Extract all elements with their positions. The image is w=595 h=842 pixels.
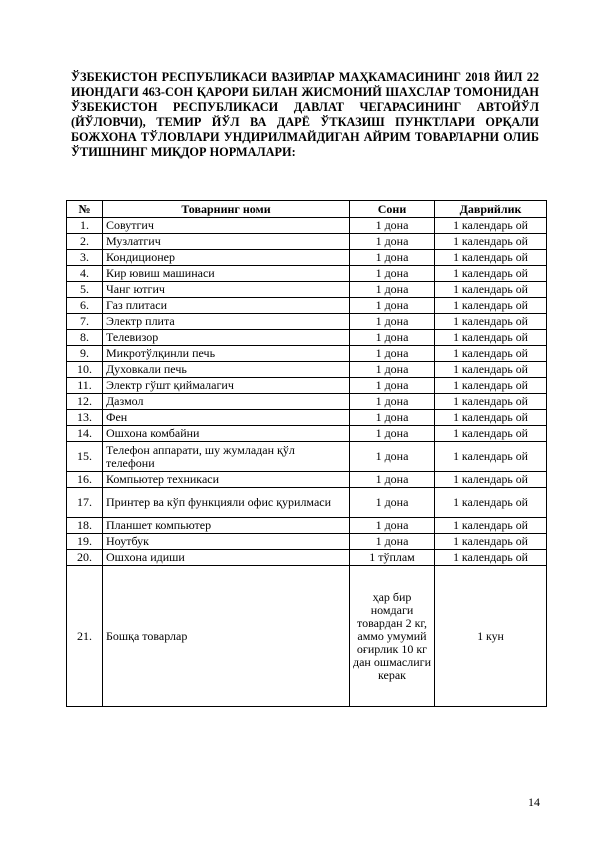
cell-goods-name: Компьютер техникаси [103, 472, 350, 488]
cell-goods-name: Бошқа товарлар [103, 566, 350, 707]
table-row [67, 442, 547, 472]
table-row [67, 218, 547, 234]
cell-quantity: 1 дона [350, 314, 435, 330]
cell-quantity: 1 дона [350, 488, 435, 518]
cell-quantity: 1 тўплам [350, 550, 435, 566]
cell-number: 21. [67, 566, 103, 707]
cell-periodicity: 1 кун [435, 566, 547, 707]
cell-periodicity: 1 календарь ой [435, 346, 547, 362]
table-row [67, 298, 547, 314]
cell-periodicity: 1 календарь ой [435, 410, 547, 426]
cell-number: 9. [67, 346, 103, 362]
column-header-goods-name: Товарнинг номи [103, 201, 350, 218]
cell-periodicity: 1 календарь ой [435, 234, 547, 250]
cell-number: 10. [67, 362, 103, 378]
cell-periodicity: 1 календарь ой [435, 518, 547, 534]
cell-number: 7. [67, 314, 103, 330]
cell-goods-name: Газ плитаси [103, 298, 350, 314]
cell-quantity: 1 дона [350, 234, 435, 250]
cell-number: 19. [67, 534, 103, 550]
cell-periodicity: 1 календарь ой [435, 250, 547, 266]
cell-number: 3. [67, 250, 103, 266]
cell-quantity: 1 дона [350, 394, 435, 410]
table-row [67, 394, 547, 410]
column-header-number: № [67, 201, 103, 218]
table-row [67, 410, 547, 426]
cell-periodicity: 1 календарь ой [435, 442, 547, 472]
cell-periodicity: 1 календарь ой [435, 330, 547, 346]
cell-goods-name: Совутгич [103, 218, 350, 234]
cell-quantity: 1 дона [350, 426, 435, 442]
cell-quantity: 1 дона [350, 518, 435, 534]
column-header-quantity: Сони [350, 201, 435, 218]
cell-goods-name: Кондиционер [103, 250, 350, 266]
table-row [67, 362, 547, 378]
table-row [67, 234, 547, 250]
table-row [67, 314, 547, 330]
cell-number: 18. [67, 518, 103, 534]
cell-goods-name: Ноутбук [103, 534, 350, 550]
table-row [67, 346, 547, 362]
table-row [67, 488, 547, 518]
cell-periodicity: 1 календарь ой [435, 266, 547, 282]
cell-goods-name: Духовкали печь [103, 362, 350, 378]
cell-number: 13. [67, 410, 103, 426]
norms-table [66, 200, 547, 707]
document-heading: ЎЗБЕКИСТОН РЕСПУБЛИКАСИ ВАЗИРЛАР МАҲКАМАСИНИНГ 2018 ЙИЛ 22 ИЮНДАГИ 463-СОН ҚАРОРИ БИЛАН ЖИСМОНИЙ ШАХСЛАР ТОМОНИДАН ЎЗБЕКИСТОН РЕСПУБЛИКАСИ ДАВЛАТ ЧЕГАРАСИНИНГ АВТОЙЎЛ (ЙЎЛОВЧИ), ТЕМИР ЙЎЛ ВА ДАРЁ ЎТКАЗИШ ПУНКТЛАРИ ОРҚАЛИ БОЖХОНА ТЎЛОВЛАРИ УНДИРИЛМАЙДИГАН АЙРИМ ТОВАРЛАРНИ ОЛИБ ЎТИШНИНГ МИҚДОР НОРМАЛАРИ: [71, 70, 539, 160]
cell-quantity: 1 дона [350, 218, 435, 234]
cell-number: 5. [67, 282, 103, 298]
table-header-row [67, 201, 547, 218]
column-header-periodicity: Даврийлик [435, 201, 547, 218]
cell-quantity: 1 дона [350, 534, 435, 550]
cell-periodicity: 1 календарь ой [435, 362, 547, 378]
cell-quantity: 1 дона [350, 472, 435, 488]
table-row [67, 566, 547, 707]
table-row [67, 534, 547, 550]
cell-number: 6. [67, 298, 103, 314]
cell-number: 20. [67, 550, 103, 566]
table-row [67, 378, 547, 394]
cell-number: 8. [67, 330, 103, 346]
cell-goods-name: Дазмол [103, 394, 350, 410]
cell-quantity: 1 дона [350, 346, 435, 362]
cell-number: 2. [67, 234, 103, 250]
cell-number: 16. [67, 472, 103, 488]
cell-quantity: 1 дона [350, 250, 435, 266]
table-body [67, 218, 547, 707]
cell-periodicity: 1 календарь ой [435, 394, 547, 410]
cell-quantity: 1 дона [350, 298, 435, 314]
cell-periodicity: 1 календарь ой [435, 534, 547, 550]
cell-quantity: 1 дона [350, 442, 435, 472]
cell-periodicity: 1 календарь ой [435, 314, 547, 330]
cell-periodicity: 1 календарь ой [435, 378, 547, 394]
cell-number: 15. [67, 442, 103, 472]
cell-quantity: 1 дона [350, 362, 435, 378]
cell-periodicity: 1 календарь ой [435, 298, 547, 314]
cell-periodicity: 1 календарь ой [435, 282, 547, 298]
cell-quantity: 1 дона [350, 282, 435, 298]
cell-number: 4. [67, 266, 103, 282]
cell-goods-name: Электр плита [103, 314, 350, 330]
table-row [67, 472, 547, 488]
cell-number: 14. [67, 426, 103, 442]
table-row [67, 330, 547, 346]
cell-quantity: 1 дона [350, 410, 435, 426]
cell-goods-name: Микротўлқинли печь [103, 346, 350, 362]
table-row [67, 426, 547, 442]
cell-periodicity: 1 календарь ой [435, 550, 547, 566]
cell-periodicity: 1 календарь ой [435, 472, 547, 488]
cell-periodicity: 1 календарь ой [435, 488, 547, 518]
cell-number: 1. [67, 218, 103, 234]
table-row [67, 250, 547, 266]
cell-quantity: ҳар бир номдаги товардан 2 кг, аммо умумий оғирлик 10 кг дан ошмаслиги керак [350, 566, 435, 707]
cell-number: 11. [67, 378, 103, 394]
table-row [67, 282, 547, 298]
cell-goods-name: Фен [103, 410, 350, 426]
cell-periodicity: 1 календарь ой [435, 218, 547, 234]
cell-goods-name: Телефон аппарати, шу жумладан қўл телефони [103, 442, 350, 472]
cell-periodicity: 1 календарь ой [435, 426, 547, 442]
cell-number: 12. [67, 394, 103, 410]
cell-goods-name: Чанг ютгич [103, 282, 350, 298]
table-row [67, 550, 547, 566]
cell-goods-name: Ошхона комбайни [103, 426, 350, 442]
cell-quantity: 1 дона [350, 378, 435, 394]
table-row [67, 518, 547, 534]
cell-goods-name: Музлатгич [103, 234, 350, 250]
cell-quantity: 1 дона [350, 330, 435, 346]
cell-goods-name: Ошхона идиши [103, 550, 350, 566]
table-row [67, 266, 547, 282]
cell-goods-name: Электр гўшт қиймалагич [103, 378, 350, 394]
cell-goods-name: Кир ювиш машинаси [103, 266, 350, 282]
cell-quantity: 1 дона [350, 266, 435, 282]
cell-goods-name: Принтер ва кўп функцияли офис қурилмаси [103, 488, 350, 518]
cell-goods-name: Телевизор [103, 330, 350, 346]
cell-goods-name: Планшет компьютер [103, 518, 350, 534]
page-number: 14 [528, 795, 540, 809]
cell-number: 17. [67, 488, 103, 518]
